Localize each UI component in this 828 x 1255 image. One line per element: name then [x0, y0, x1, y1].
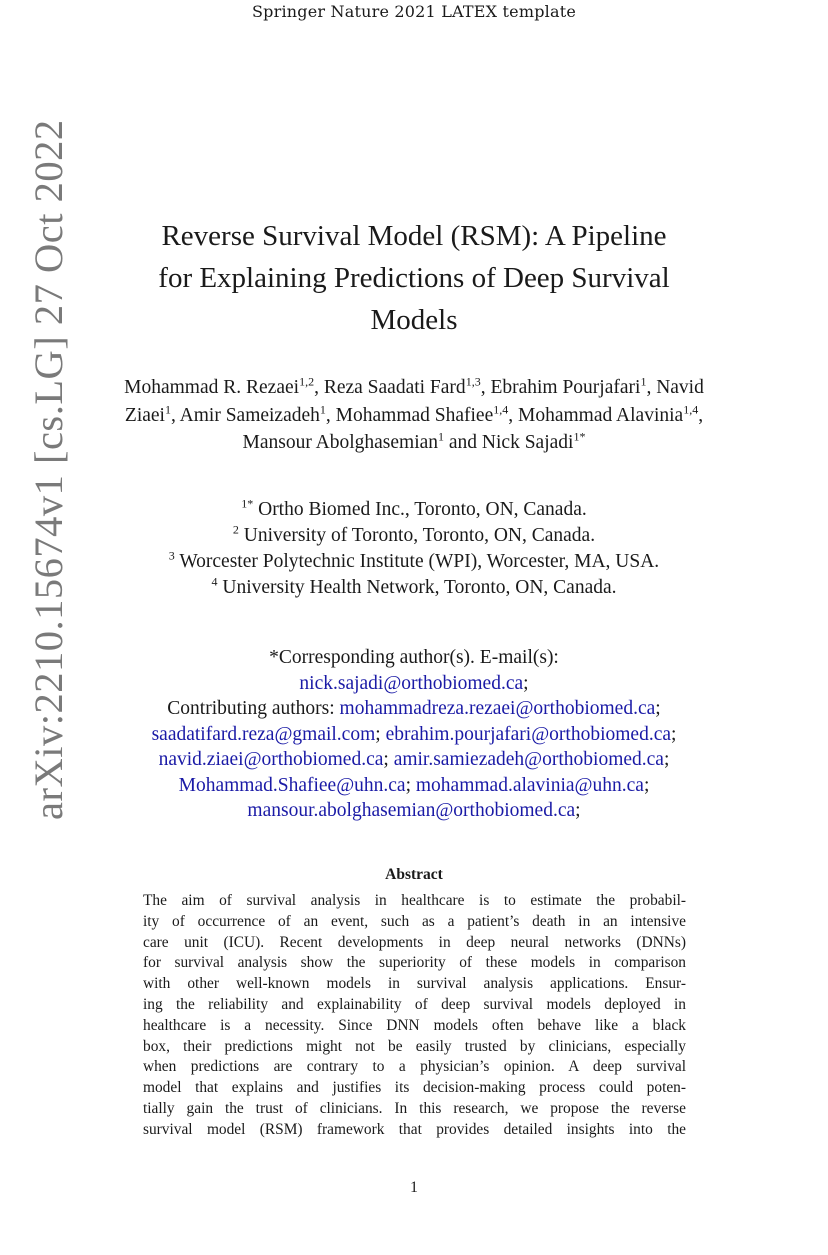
author-affiliation-mark: 1,2 — [299, 374, 315, 389]
affiliation-text: University Health Network, Toronto, ON, Canada. — [217, 577, 617, 598]
contributing-authors-label: Contributing authors: — [167, 698, 340, 719]
email-line — [100, 798, 728, 824]
correspondence-block — [100, 645, 728, 824]
abstract-line: tially gain the trust of clinicians. In this research, we propose the reverse — [143, 1099, 686, 1117]
title-line: Models — [370, 304, 458, 336]
title-line: Reverse Survival Model (RSM): A Pipeline — [161, 220, 667, 252]
author-affiliation-mark: 1 — [319, 402, 326, 416]
affiliation-mark: 4 — [211, 574, 218, 589]
abstract-line: model that explains and justifies its decision-making process could poten- — [143, 1079, 686, 1097]
affiliation-list — [100, 497, 728, 601]
email-separator: ; — [383, 749, 394, 770]
author-name: , Amir Sameizadeh — [170, 404, 320, 426]
abstract-line: with other well-known models in survival analysis applications. Ensur- — [143, 975, 686, 993]
author-list — [110, 374, 718, 457]
author-affiliation-mark: 1,4 — [493, 402, 509, 416]
email-separator: ; — [663, 749, 670, 770]
email-link[interactable]: navid.ziaei@orthobiomed.ca — [158, 749, 384, 770]
affiliation-item — [100, 549, 728, 575]
affiliation-text: Worcester Polytechnic Institute (WPI), Worcester, MA, USA. — [174, 551, 660, 572]
email-line — [100, 722, 728, 748]
abstract-line: when predictions are contrary to a physician’s opinion. A deep survival — [143, 1058, 686, 1076]
author-affiliation-mark: 1,4 — [683, 402, 699, 416]
affiliation-text: Ortho Biomed Inc., Toronto, ON, Canada. — [253, 499, 587, 520]
affiliation-text: University of Toronto, Toronto, ON, Canada. — [238, 525, 596, 546]
author-name: , Mohammad Shafiee — [325, 404, 494, 426]
email-separator: ; — [375, 723, 386, 745]
author-affiliation-mark: 1,3 — [465, 374, 481, 389]
author-name: , Ebrahim Pourjafari — [480, 377, 641, 398]
affiliation-item — [100, 497, 728, 523]
affiliation-mark: 1* — [241, 496, 254, 511]
email-link[interactable]: amir.samiezadeh@orthobiomed.ca — [393, 749, 664, 770]
abstract-line: care unit (ICU). Recent developments in deep neural networks (DNNs) — [143, 933, 686, 951]
email-link[interactable]: mohammad.alavinia@uhn.ca — [415, 774, 644, 796]
email-separator: ; — [655, 698, 661, 719]
author-name: , Mansour Abolghasemian — [242, 404, 704, 453]
email-separator: ; — [575, 800, 581, 821]
email-link[interactable]: Mohammad.Shafiee@uhn.ca — [178, 774, 406, 796]
author-affiliation-mark: 1 — [640, 374, 647, 389]
affiliation-item — [100, 575, 728, 601]
email-separator: ; — [671, 723, 677, 745]
author-name: , Navid Ziaei — [124, 377, 704, 426]
abstract-line: survival model (RSM) framework that provides detailed insights into the — [143, 1120, 686, 1138]
page-number: 1 — [410, 1179, 418, 1196]
author-affiliation-mark: 1 — [438, 429, 445, 444]
author-name: Mohammad R. Rezaei — [124, 377, 300, 398]
title-line: for Explaining Predictions of Deep Survival — [158, 262, 670, 294]
author-name: and Nick Sajadi — [444, 432, 574, 453]
author-affiliation-mark: 1 — [164, 402, 171, 416]
author-affiliation-mark: 1* — [573, 429, 586, 444]
email-separator: ; — [405, 774, 416, 796]
email-link[interactable]: nick.sajadi@orthobiomed.ca — [299, 672, 524, 694]
abstract-line: The aim of survival analysis in healthcare is to estimate the probabil- — [143, 892, 686, 909]
email-link[interactable]: mohammadreza.rezaei@orthobiomed.ca — [339, 698, 656, 719]
email-line — [100, 747, 728, 773]
affiliation-item — [100, 523, 728, 549]
affiliation-mark: 3 — [168, 548, 175, 563]
contributing-authors-line — [100, 696, 728, 722]
author-name: , Mohammad Alavinia — [508, 404, 684, 426]
running-header: Springer Nature 2021 LATEX template — [252, 2, 576, 21]
abstract-body — [143, 891, 686, 1141]
corresponding-label: *Corresponding author(s). E-mail(s): — [269, 647, 559, 668]
affiliation-mark: 2 — [232, 522, 239, 537]
abstract-line: for survival analysis show the superiority of these models in comparison — [143, 954, 686, 972]
abstract-line: ity of occurrence of an event, such as a patient’s death in an intensive — [143, 912, 686, 930]
email-link[interactable]: ebrahim.pourjafari@orthobiomed.ca — [385, 723, 671, 745]
author-name: , Reza Saadati Fard — [314, 377, 466, 398]
abstract-heading: Abstract — [385, 866, 443, 883]
corresponding-email-line — [100, 671, 728, 697]
email-link[interactable]: mansour.abolghasemian@orthobiomed.ca — [247, 800, 576, 821]
paper-title — [110, 215, 718, 341]
abstract-line: box, their predictions might not be easily trusted by clinicians, especially — [143, 1037, 686, 1055]
abstract-line: healthcare is a necessity. Since DNN models often behave like a black — [143, 1016, 686, 1034]
abstract-line: ing the reliability and explainability of deep survival models deployed in — [143, 995, 686, 1013]
email-link[interactable]: saadatifard.reza@gmail.com — [151, 723, 376, 745]
email-separator: ; — [643, 774, 650, 796]
email-line — [100, 773, 728, 799]
email-separator: ; — [523, 672, 529, 694]
arxiv-identifier-stamp: arXiv:2210.15674v1 [cs.LG] 27 Oct 2022 — [26, 119, 71, 820]
